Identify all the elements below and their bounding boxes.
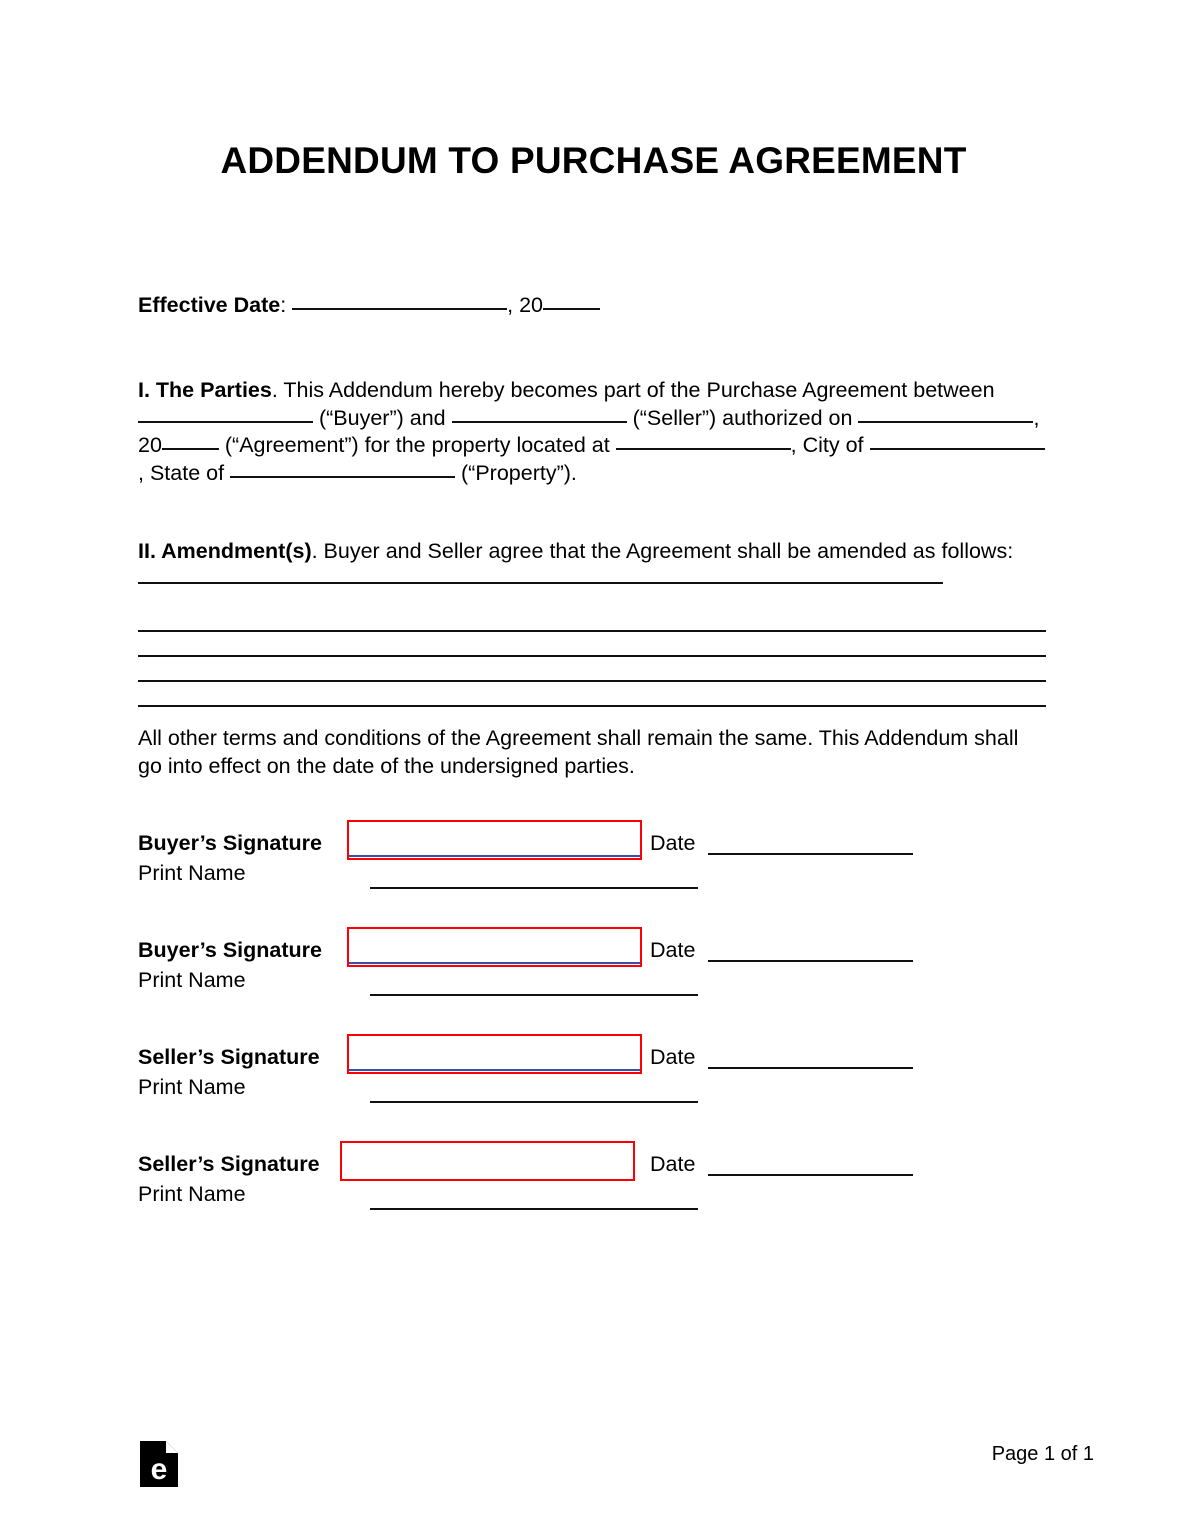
signature-row (138, 820, 1048, 862)
print-name-label: Print Name (138, 1075, 246, 1099)
signature-block-seller-2 (138, 1141, 1048, 1221)
amendments-heading: II. Amendment(s) (138, 539, 312, 563)
amendments-blank-line-3[interactable] (138, 680, 1046, 682)
effective-date-year-prefix: , 20 (507, 293, 544, 317)
seller-date-blank-2[interactable] (708, 1174, 913, 1176)
parties-city-blank[interactable] (870, 433, 1045, 450)
date-label: Date (650, 938, 696, 962)
amendments-blank-line-2[interactable] (138, 655, 1046, 657)
seller-print-name-blank-2[interactable] (370, 1208, 698, 1210)
signature-block-buyer-2 (138, 927, 1048, 1007)
effective-date-label: Effective Date (138, 293, 281, 317)
date-label: Date (650, 1152, 696, 1176)
signature-row (138, 1034, 1048, 1076)
parties-text-5: (“Agreement”) for the property located at (218, 433, 616, 457)
signature-label: Seller’s Signature (138, 1152, 320, 1176)
seller-signature-field-2[interactable] (340, 1141, 635, 1181)
seller-date-blank-1[interactable] (708, 1067, 913, 1069)
print-name-label: Print Name (138, 861, 246, 885)
print-name-label: Print Name (138, 968, 246, 992)
buyer-print-name-blank-2[interactable] (370, 994, 698, 996)
eforms-logo (140, 1441, 178, 1487)
buyer-signature-field-2[interactable] (347, 927, 642, 967)
signature-label: Buyer’s Signature (138, 938, 322, 962)
buyer-date-blank-2[interactable] (708, 960, 913, 962)
signature-label: Buyer’s Signature (138, 831, 322, 855)
parties-text-8: (“Property”). (455, 460, 577, 485)
parties-text-6: , City of (790, 433, 870, 457)
parties-text-3: (“Seller”) authorized on (626, 405, 859, 430)
signature-field-underline (349, 1069, 640, 1071)
signature-field-underline (349, 855, 640, 857)
effective-date-blank[interactable] (292, 293, 507, 310)
section-parties (138, 377, 1048, 487)
buyer-signature-field-1[interactable] (347, 820, 642, 860)
parties-text-1: . This Addendum hereby becomes part of the Purchase Agreement between (271, 378, 995, 402)
effective-date-colon: : (280, 293, 293, 317)
parties-text-7: , State of (138, 460, 231, 485)
signature-block-seller-1 (138, 1034, 1048, 1114)
date-label: Date (650, 1045, 696, 1069)
parties-text-2: (“Buyer”) and (313, 405, 452, 430)
effective-date-line (138, 292, 600, 319)
signature-row (138, 1141, 1048, 1183)
parties-seller-blank[interactable] (452, 406, 627, 423)
signature-row (138, 927, 1048, 969)
amendments-text-1: . Buyer and Seller agree that the Agreement shall be amended as follows: (311, 539, 1014, 563)
page-title: ADDENDUM TO PURCHASE AGREEMENT (220, 140, 967, 181)
buyer-print-name-blank-1[interactable] (370, 887, 698, 889)
buyer-date-blank-1[interactable] (708, 853, 913, 855)
amendments-blank-line-4[interactable] (138, 705, 1046, 707)
parties-state-blank[interactable] (230, 461, 455, 478)
closing-paragraph: All other terms and conditions of the Agreement shall remain the same. This Addendum shall go into effect on the date of the undersigned parties. (138, 726, 1019, 778)
parties-buyer-blank[interactable] (138, 406, 313, 423)
amendments-blank-inline[interactable] (138, 567, 943, 584)
page-number: Page 1 of 1 (991, 1443, 1094, 1465)
parties-address-blank[interactable] (616, 433, 791, 450)
effective-date-year-blank[interactable] (543, 293, 600, 310)
amendments-blank-line-1[interactable] (138, 630, 1046, 632)
signature-block-buyer-1 (138, 820, 1048, 900)
section-amendments (138, 538, 1048, 593)
seller-print-name-blank-1[interactable] (370, 1101, 698, 1103)
print-name-label: Print Name (138, 1182, 246, 1206)
parties-heading: I. The Parties (138, 378, 272, 402)
parties-text-4: , 20 (138, 405, 1040, 457)
parties-year-blank[interactable] (162, 433, 219, 450)
signature-label: Seller’s Signature (138, 1045, 320, 1069)
logo-letter: e (150, 1453, 168, 1486)
signature-field-underline (349, 962, 640, 964)
date-label: Date (650, 831, 696, 855)
seller-signature-field-1[interactable] (347, 1034, 642, 1074)
parties-date-blank[interactable] (858, 406, 1033, 423)
